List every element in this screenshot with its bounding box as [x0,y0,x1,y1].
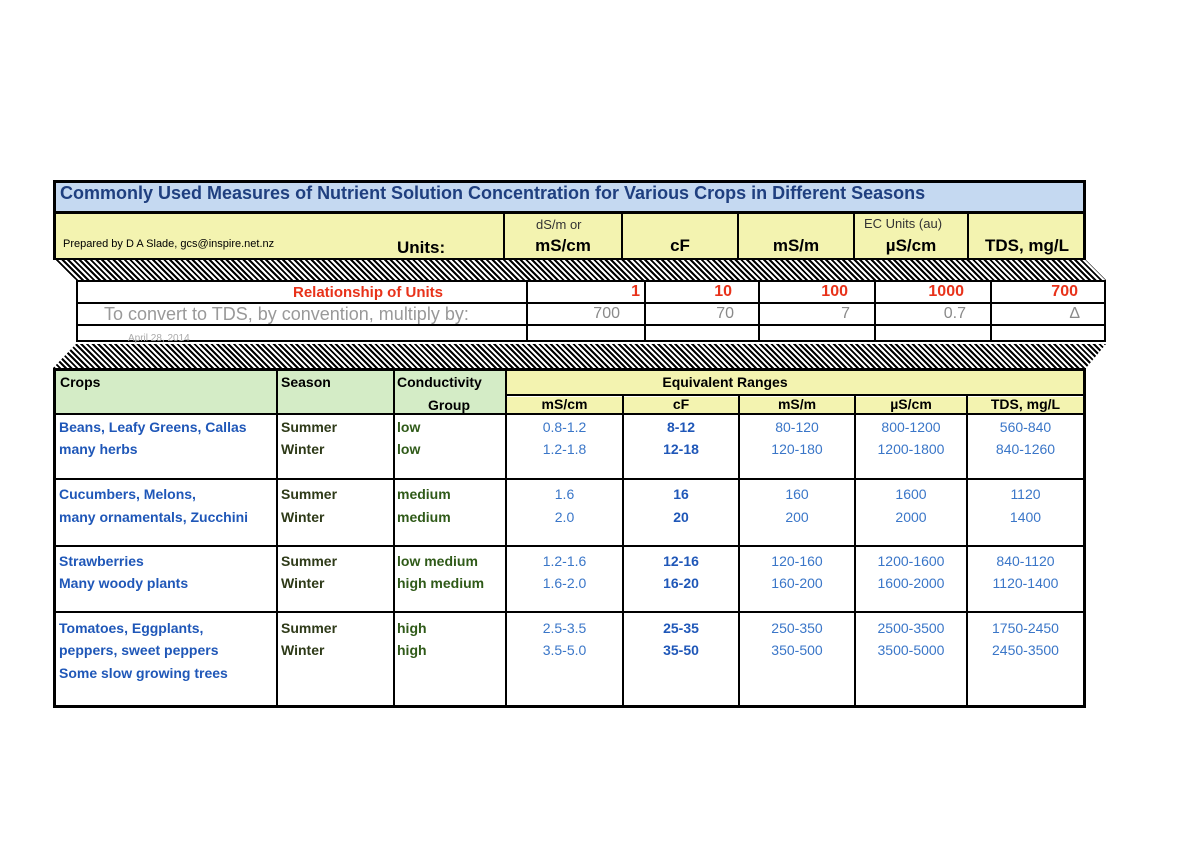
range-value: 800-1200 [881,419,941,435]
range-value: 8-12 [666,419,696,435]
range-value: 840-1260 [995,441,1056,457]
row-divider [56,478,1083,480]
page-title: Commonly Used Measures of Nutrient Solution Concentration for Various Crops in Different Seasons [60,183,926,203]
unit-top-ec: EC Units (au) [864,216,943,231]
col-divider [276,371,278,708]
crop-name: peppers, sweet peppers [59,642,219,658]
range-value: 12-16 [663,553,699,569]
relationship-label: Relationship of Units [293,284,443,301]
rel-value-tds: 700 [1051,283,1078,300]
group-cell: medium [397,486,451,502]
range-value: 350-500 [771,642,823,658]
group-cell: low [397,441,421,457]
col-divider [393,371,395,708]
group-cell: low medium [397,553,478,569]
row-divider [56,611,1083,613]
range-value: 16-20 [663,575,699,591]
range-value: 250-350 [771,620,823,636]
range-value: 1600 [895,486,927,502]
unit-top-ds: dS/m or [536,217,582,232]
range-value: 840-1120 [996,553,1055,569]
range-value: 20 [673,509,689,525]
tds-factor-ms-m: 7 [841,305,850,322]
range-value: 1120 [1010,486,1041,502]
rel-value-cf: 10 [714,283,732,300]
range-value: 3.5-5.0 [542,642,587,658]
group-cell: high [397,642,427,658]
group-cell: medium [397,509,451,525]
tds-factor-cf: 70 [716,305,734,322]
crop-name: Strawberries [59,553,144,569]
season-cell: Summer [281,419,338,435]
range-header-ms-cm: mS/cm [541,396,588,412]
season-cell: Winter [281,575,325,591]
range-value: 1.2-1.8 [542,441,587,457]
range-value: 3500-5000 [877,642,945,658]
hatch-band-lower [53,344,1106,368]
unit-cf: cF [670,236,690,255]
rel-value-ms-cm: 1 [631,283,640,300]
header-equivalent-ranges: Equivalent Ranges [662,374,788,390]
range-value: 16 [673,486,689,502]
units-divider [967,214,969,260]
range-value: 1400 [1009,509,1042,525]
header-group: Group [428,397,470,413]
units-divider [737,214,739,260]
range-header-tds: TDS, mg/L [990,396,1061,412]
unit-tds: TDS, mg/L [984,236,1070,255]
crop-name: Beans, Leafy Greens, Callas [59,419,247,435]
rel-value-us-cm: 1000 [928,283,964,300]
units-divider [503,214,505,260]
header-crops: Crops [60,374,101,390]
range-value: 1600-2000 [877,575,945,591]
range-value: 2000 [895,509,927,525]
group-cell: high medium [397,575,485,591]
range-value: 1.2-1.6 [542,553,587,569]
range-header-cf: cF [672,396,690,412]
range-value: 120-160 [771,553,823,569]
range-value: 1200-1800 [877,441,945,457]
tds-factor-tds: Δ [1069,305,1080,322]
range-value: 2.0 [554,509,575,525]
season-cell: Summer [281,486,338,502]
units-divider [621,214,623,260]
tds-factor-ms-cm: 700 [593,305,620,322]
group-cell: low [397,419,421,435]
crop-name: many ornamentals, Zucchini [59,509,249,525]
range-header-us-cm: µS/cm [890,396,932,412]
unit-ms-cm: mS/cm [535,236,591,255]
range-value: 560-840 [999,419,1052,435]
range-value: 120-180 [771,441,823,457]
season-cell: Summer [281,553,338,569]
range-value: 1.6-2.0 [542,575,587,591]
range-value: 1120-1400 [992,575,1059,591]
hatch-band-upper [53,260,1106,280]
range-value: 25-35 [663,620,699,636]
range-value: 2500-3500 [877,620,945,636]
range-value: 1750-2450 [992,620,1059,636]
range-value: 160-200 [771,575,823,591]
crop-name: Cucumbers, Melons, [59,486,196,502]
range-value: 1200-1600 [877,553,945,569]
season-cell: Winter [281,642,325,658]
range-value: 160 [785,486,809,502]
range-value: 2450-3500 [992,642,1059,658]
range-value: 1.6 [554,486,575,502]
crop-name: Tomatoes, Eggplants, [59,620,204,636]
range-value: 2.5-3.5 [542,620,587,636]
range-value: 0.8-1.2 [542,419,587,435]
crop-name: Some slow growing trees [59,665,228,681]
tds-conversion-label: To convert to TDS, by convention, multiply by: [104,304,469,324]
header-season: Season [281,374,331,390]
season-cell: Winter [281,441,325,457]
unit-us-cm: µS/cm [885,236,937,255]
header-conductivity: Conductivity [397,374,482,390]
range-value: 35-50 [663,642,699,658]
prepared-by: Prepared by D A Slade, gcs@inspire.net.nz [63,238,275,250]
crop-name: many herbs [59,441,138,457]
date-stamp: April 28, 2014 [128,333,190,344]
unit-ms-m: mS/m [772,236,820,255]
units-label: Units: [397,238,446,257]
units-divider [853,214,855,260]
season-cell: Winter [281,509,325,525]
season-cell: Summer [281,620,338,636]
group-cell: high [397,620,427,636]
tds-factor-us-cm: 0.7 [943,305,966,322]
row-divider [56,545,1083,547]
crop-name: Many woody plants [59,575,189,591]
range-value: 80-120 [775,419,819,435]
row-divider [56,413,1083,415]
range-value: 200 [785,509,809,525]
range-header-ms-m: mS/m [777,396,817,412]
rel-value-ms-m: 100 [821,283,848,300]
range-value: 12-18 [663,441,699,457]
